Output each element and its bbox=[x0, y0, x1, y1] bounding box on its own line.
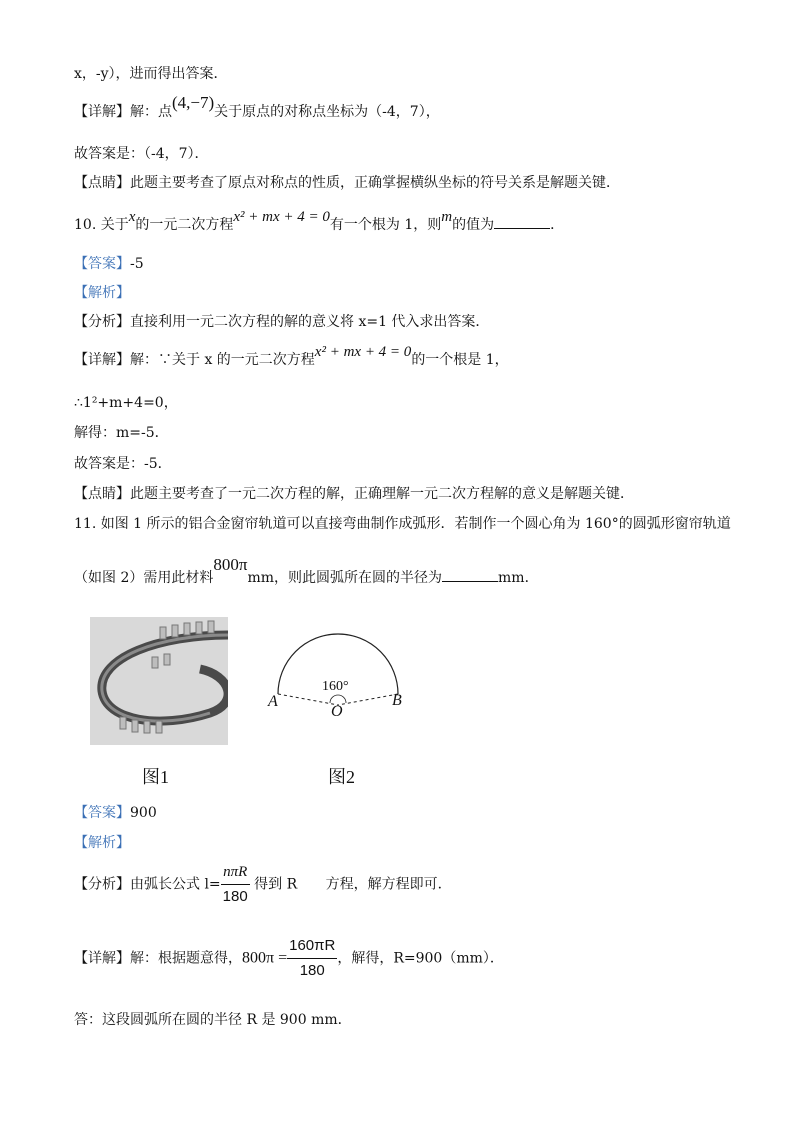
point-b-label: B bbox=[392, 692, 402, 709]
detail-line bbox=[74, 93, 440, 122]
q11-prefix: （如图 2）需用此材料 bbox=[74, 570, 214, 586]
detail-11-fraction bbox=[287, 934, 337, 983]
step-line: 故答案是：-5． bbox=[74, 456, 172, 472]
q10-equation: x² + mx + 4 = 0 bbox=[233, 209, 330, 225]
fraction-numerator: nπR bbox=[221, 860, 250, 885]
figure-1-caption: 图1 bbox=[142, 767, 169, 787]
q11-mid: mm，则此圆弧所在圆的半径为 bbox=[247, 570, 443, 586]
insight-10: 【点睛】此题主要考查了一元二次方程的解，正确理解一元二次方程解的意义是解题关键． bbox=[74, 486, 634, 502]
detail-10-suffix: 的一个根是 1， bbox=[411, 352, 509, 368]
q10-part-d: 的值为 bbox=[452, 217, 495, 233]
analysis-11 bbox=[74, 860, 452, 909]
detail-11 bbox=[74, 934, 504, 983]
q10-part-c: 有一个根为 1，则 bbox=[329, 217, 442, 233]
answer-tag: 【答案】 bbox=[74, 256, 130, 272]
detail-11-lhs: 800π = bbox=[242, 949, 288, 967]
q10-var-m: m bbox=[441, 209, 453, 225]
answer-10 bbox=[74, 254, 144, 274]
analysis-tag: 【解析】 bbox=[74, 835, 130, 851]
step-line: ∴1²+m+4=0， bbox=[74, 395, 178, 411]
q11-end: mm． bbox=[498, 570, 539, 586]
question-11: 11. 如图 1 所示的铝合金窗帘轨道可以直接弯曲制作成弧形．若制作一个圆心角为 160°的圆弧形窗帘轨道 bbox=[74, 516, 731, 532]
figure-2-caption: 图2 bbox=[328, 767, 355, 787]
detail-11-prefix: 【详解】解：根据题意得， bbox=[74, 950, 242, 967]
question-11-cont bbox=[74, 555, 539, 588]
final-answer: 答：这段圆弧所在圆的半径 R 是 900 mm． bbox=[74, 1012, 352, 1028]
fraction-denominator: 180 bbox=[222, 888, 248, 905]
detail-11-suffix: ，解得，R=900（mm）． bbox=[337, 950, 504, 967]
detail-suffix: 关于原点的对称点坐标为（-4，7）， bbox=[214, 104, 440, 120]
insight-line: 【点睛】此题主要考查了原点对称点的性质，正确掌握横纵坐标的符号关系是解题关键． bbox=[74, 175, 620, 191]
answer-blank bbox=[442, 567, 498, 582]
analysis-11-suffix: 方程，解方程即可． bbox=[325, 876, 452, 893]
point-coord: (4,−7) bbox=[172, 93, 215, 112]
answer-blank bbox=[494, 214, 550, 229]
analysis-line: 【分析】直接利用一元二次方程的解的意义将 x=1 代入求出答案． bbox=[74, 314, 490, 330]
q10-var-x: x bbox=[128, 209, 136, 225]
q11-material-length: 800π bbox=[213, 555, 248, 574]
angle-label: 160° bbox=[322, 679, 349, 694]
answer-line: 故答案是：（-4，7）． bbox=[74, 146, 209, 162]
curtain-rail-photo bbox=[90, 617, 228, 745]
q10-part-a: 10. 关于 bbox=[74, 217, 129, 233]
answer-value: -5 bbox=[130, 256, 144, 272]
analysis-tag: 【解析】 bbox=[74, 285, 130, 301]
arc-length-fraction bbox=[221, 860, 250, 909]
q10-end: ． bbox=[550, 217, 565, 233]
text-line: x，-y），进而得出答案． bbox=[74, 66, 228, 82]
detail-10-equation: x² + mx + 4 = 0 bbox=[314, 344, 412, 360]
detail-10 bbox=[74, 344, 509, 370]
fraction-numerator: 160πR bbox=[287, 934, 337, 959]
detail-prefix: 【详解】解：点 bbox=[74, 104, 172, 120]
fraction-denominator: 180 bbox=[299, 962, 325, 979]
step-line: 解得：m=-5． bbox=[74, 425, 169, 441]
q10-part-b: 的一元二次方程 bbox=[135, 217, 234, 233]
analysis-11-mid: 得到 R bbox=[254, 876, 298, 893]
analysis-11-prefix: 【分析】由弧长公式 l= bbox=[74, 876, 221, 893]
answer-value: 900 bbox=[130, 805, 157, 821]
point-a-label: A bbox=[268, 693, 278, 710]
point-o-label: O bbox=[331, 703, 343, 720]
answer-tag: 【答案】 bbox=[74, 805, 130, 821]
answer-11 bbox=[74, 803, 157, 823]
question-10 bbox=[74, 209, 565, 235]
detail-10-prefix: 【详解】解：∵关于 x 的一元二次方程 bbox=[74, 352, 315, 368]
